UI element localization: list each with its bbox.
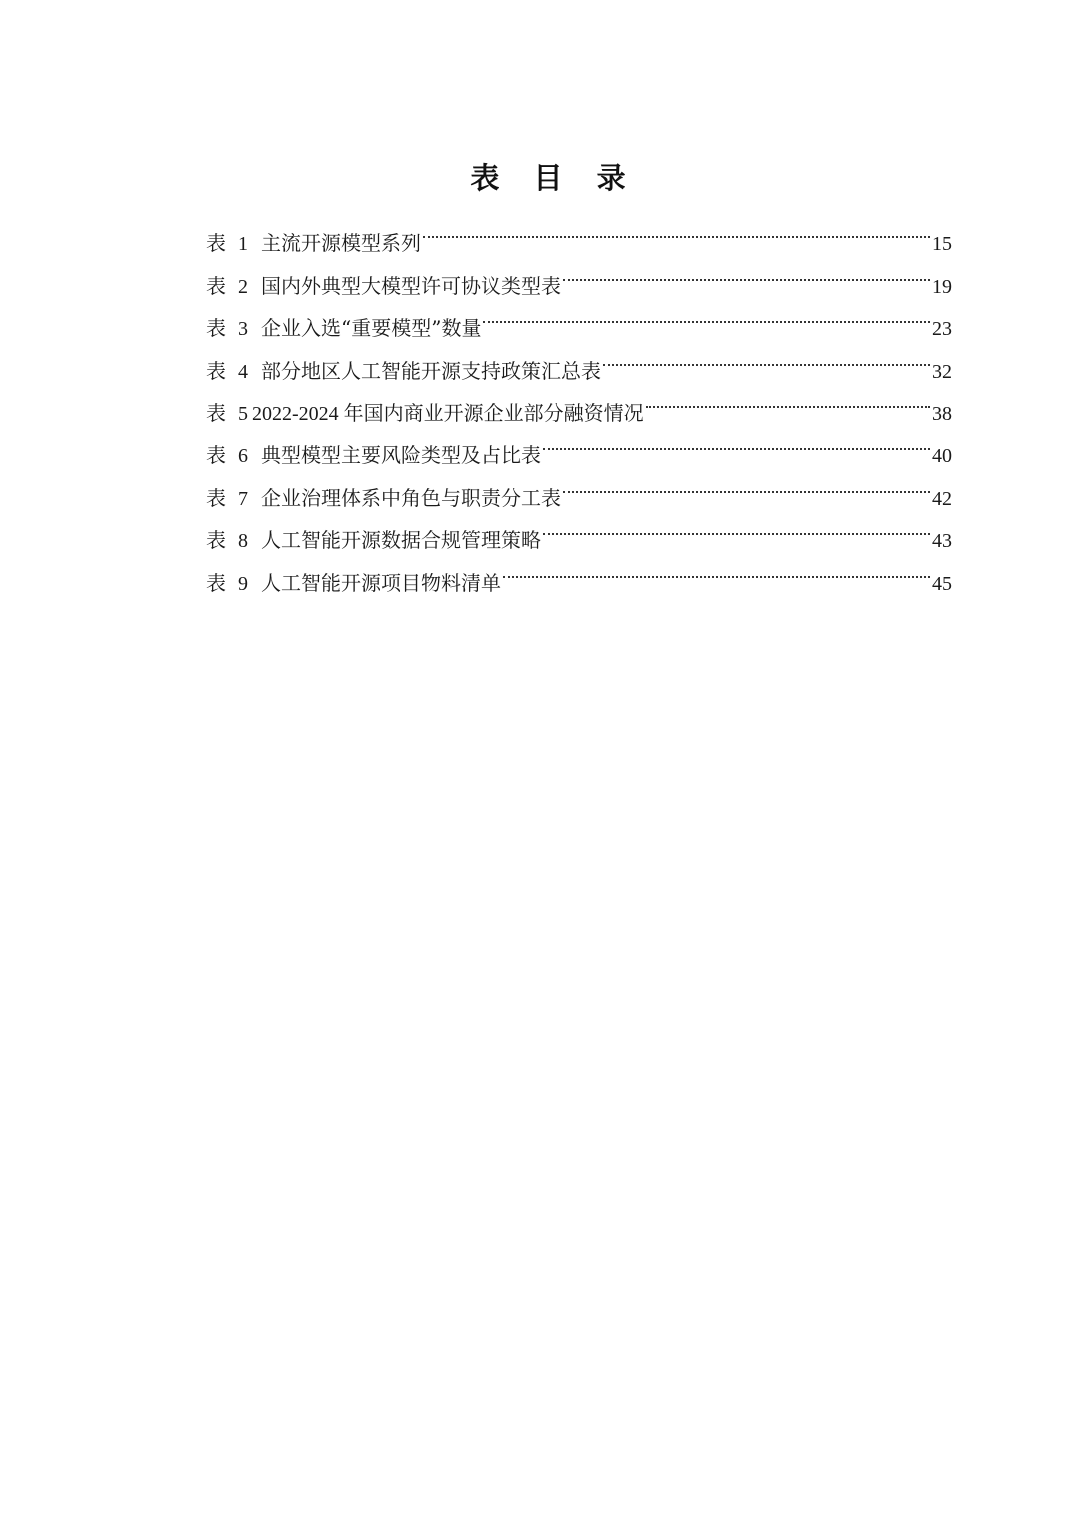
- toc-entry[interactable]: [206, 208, 952, 256]
- toc-leader-dots: [646, 378, 930, 420]
- toc-entry-prefix: 表: [206, 443, 226, 468]
- toc-entry-number: 8: [238, 530, 248, 553]
- toc-entry-page: 23: [932, 318, 952, 341]
- toc-entry-number: 6: [238, 445, 248, 468]
- toc-entry-prefix: 表: [206, 570, 226, 595]
- toc-entry-label: 企业入选“重要模型”数量: [261, 316, 482, 341]
- toc-leader-dots: [543, 420, 930, 462]
- toc-leader-dots: [563, 250, 930, 292]
- toc-entry-prefix: 表: [206, 485, 226, 510]
- toc-entry-prefix: 表: [206, 231, 226, 256]
- toc-entry-label: 2022-2024 年国内商业开源企业部分融资情况: [252, 402, 644, 425]
- toc-leader-dots: [563, 462, 930, 504]
- toc-entry-number: 7: [238, 487, 248, 510]
- toc-leader-dots: [423, 208, 930, 250]
- toc-entry-page: 40: [932, 445, 952, 468]
- toc-entry-label: 主流开源模型系列: [261, 231, 421, 256]
- toc-entry-page: 42: [932, 487, 952, 510]
- toc-entry-prefix: 表: [206, 358, 226, 383]
- toc-entry-page: 45: [932, 572, 952, 595]
- toc-entry-label: 企业治理体系中角色与职责分工表: [261, 485, 561, 510]
- page-title: 表 目 录: [470, 161, 638, 195]
- toc-entry-page: 19: [932, 275, 952, 298]
- toc-entry-number: 2: [238, 275, 248, 298]
- toc-entry-page: 32: [932, 360, 952, 383]
- toc-entry-page: 38: [932, 402, 952, 425]
- toc-entry-prefix: 表: [206, 400, 226, 425]
- toc-entry-prefix: 表: [206, 316, 226, 341]
- toc-entry-label: 典型模型主要风险类型及占比表: [261, 443, 541, 468]
- toc-entry-page: 15: [932, 233, 952, 256]
- table-of-tables: [206, 208, 952, 595]
- toc-entry-label: 国内外典型大模型许可协议类型表: [261, 273, 561, 298]
- toc-entry-prefix: 表: [206, 528, 226, 553]
- toc-leader-dots: [503, 547, 930, 589]
- toc-entry-page: 43: [932, 530, 952, 553]
- toc-entry-label: 人工智能开源数据合规管理策略: [261, 528, 541, 553]
- toc-entry-number: 9: [238, 572, 248, 595]
- toc-leader-dots: [483, 293, 930, 335]
- toc-entry-number: 5: [238, 402, 248, 425]
- toc-leader-dots: [603, 335, 930, 377]
- toc-entry-label: 部分地区人工智能开源支持政策汇总表: [261, 358, 601, 383]
- toc-leader-dots: [543, 505, 930, 547]
- toc-entry-prefix: 表: [206, 273, 226, 298]
- toc-entry-label: 人工智能开源项目物料清单: [261, 570, 501, 595]
- toc-entry-number: 4: [238, 360, 248, 383]
- toc-entry-number: 1: [238, 233, 248, 256]
- toc-entry-number: 3: [238, 318, 248, 341]
